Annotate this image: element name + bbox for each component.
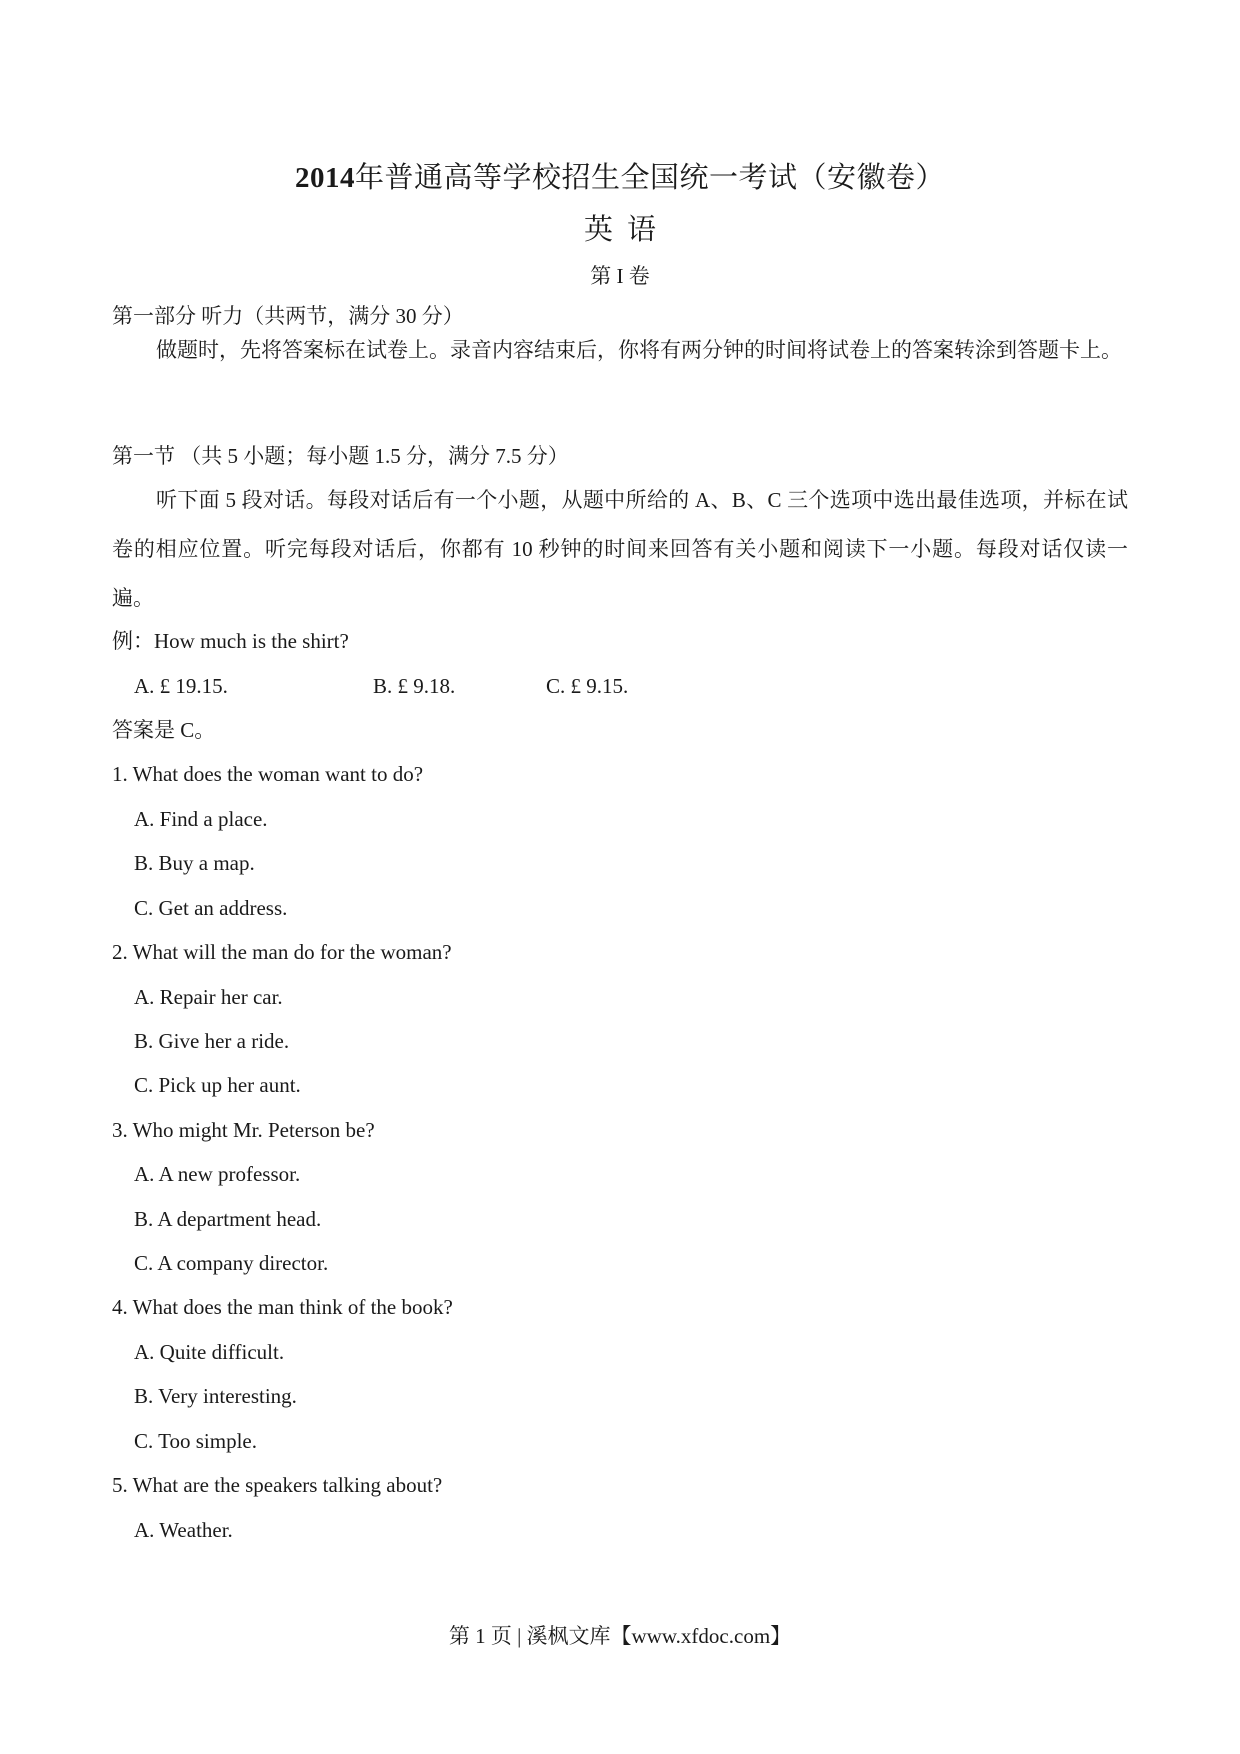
question-3: 3. Who might Mr. Peterson be? — [112, 1118, 375, 1142]
question-1: 1. What does the woman want to do? — [112, 762, 424, 786]
subject-title: 英语 — [583, 214, 670, 246]
question-3-option-b: B. A department head. — [134, 1207, 322, 1231]
question-3-option-c: C. A company director. — [134, 1251, 329, 1275]
title-year: 2014 — [294, 162, 355, 194]
volume-label: 第 I 卷 — [590, 264, 650, 288]
example-option-a: A. £ 19.15. — [134, 674, 228, 698]
example-option-b: B. £ 9.18. — [373, 674, 456, 698]
question-5-option-a: A. Weather. — [134, 1518, 233, 1542]
title-text: 年普通高等学校招生全国统一考试（安徽卷） — [354, 162, 945, 194]
part1-instruction: 做题时，先将答案标在试卷上。录音内容结束后，你将有两分钟的时间将试卷上的答案转涂到答题卡上。 — [156, 338, 1122, 362]
question-1-option-c: C. Get an address. — [134, 896, 288, 920]
section1-heading: 第一节 （共 5 小题；每小题 1.5 分，满分 7.5 分） — [112, 444, 569, 468]
question-2-option-a: A. Repair her car. — [134, 985, 283, 1009]
page-title — [0, 155, 1240, 196]
question-2-option-c: C. Pick up her aunt. — [134, 1073, 301, 1097]
question-2: 2. What will the man do for the woman? — [112, 940, 452, 964]
part1-heading: 第一部分 听力（共两节，满分 30 分） — [112, 304, 464, 328]
question-3-option-a: A. A new professor. — [134, 1162, 301, 1186]
page-footer: 第 1 页 | 溪枫文库【www.xfdoc.com】 — [448, 1624, 792, 1648]
question-1-option-a: A. Find a place. — [134, 807, 268, 831]
example-question: 例：How much is the shirt? — [112, 629, 349, 653]
question-1-option-b: B. Buy a map. — [134, 851, 255, 875]
example-option-c: C. £ 9.15. — [546, 674, 629, 698]
question-4-option-a: A. Quite difficult. — [134, 1340, 285, 1364]
question-2-option-b: B. Give her a ride. — [134, 1029, 290, 1053]
question-5: 5. What are the speakers talking about? — [112, 1473, 443, 1497]
section1-instruction: 听下面 5 段对话。每段对话后有一个小题，从题中所给的 A、B、C 三个选项中选出最佳选项，并标在试卷的相应位置。听完每段对话后，你都有 10 秒钟的时间来回答有关小题和阅读下一小题。每段对话仅读一遍。 — [112, 488, 1128, 610]
question-4: 4. What does the man think of the book? — [112, 1295, 453, 1319]
question-4-option-b: B. Very interesting. — [134, 1384, 297, 1408]
question-4-option-c: C. Too simple. — [134, 1429, 257, 1453]
example-answer: 答案是 C。 — [112, 718, 216, 742]
